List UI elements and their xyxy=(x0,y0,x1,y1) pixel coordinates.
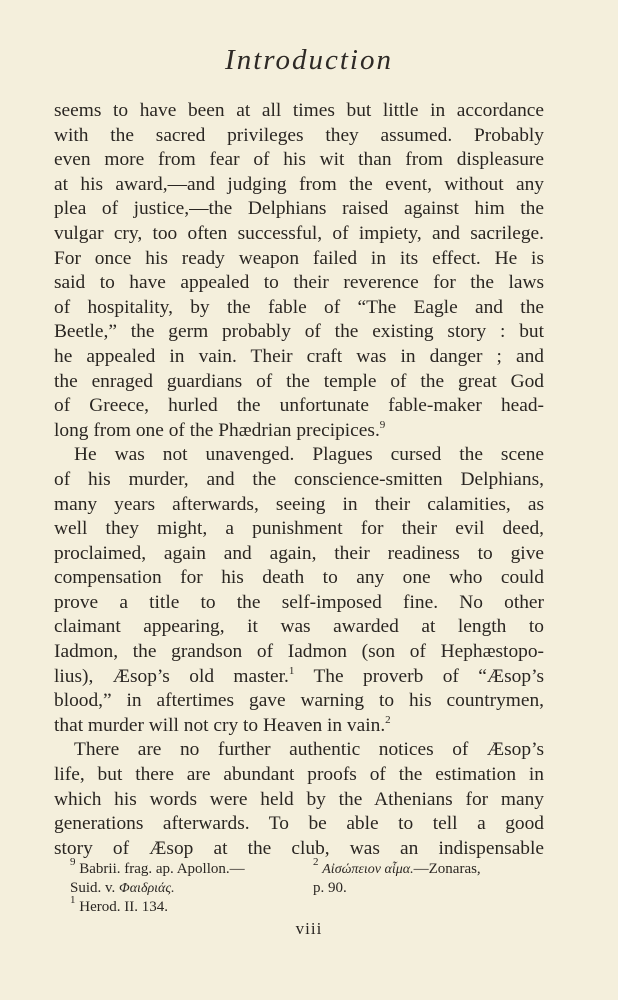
footnote-ref[interactable]: 1 xyxy=(288,664,295,677)
footnote-marker: 2 xyxy=(313,856,319,868)
footnote-ref[interactable]: 9 xyxy=(379,418,386,431)
text-line: at his award,—and judging from the event, without any xyxy=(54,173,544,195)
text-run: The proverb of “Æsop’s xyxy=(294,665,545,687)
footnote-marker: 9 xyxy=(70,856,76,868)
text-line: blood,” in aftertimes gave warning to his countrymen, xyxy=(54,690,544,712)
text-line xyxy=(54,419,544,444)
text-line: plea of justice,—the Delphians raised against him the xyxy=(54,198,544,220)
text-line xyxy=(54,714,544,739)
text-line: He was not unavenged. Plagues cursed the scene xyxy=(74,444,544,466)
text-line: said to have appealed to their reverence for the laws xyxy=(54,272,544,294)
footnote-1 xyxy=(70,894,310,917)
running-head: Introduction xyxy=(225,44,393,76)
footnote-text: Suid. v. xyxy=(70,880,120,896)
text-run: lius), Æsop’s old master. xyxy=(54,665,289,687)
text-line: of his murder, and the conscience-smitten Delphians, xyxy=(54,468,544,490)
footnote-9-cont xyxy=(70,879,310,898)
text-line: generations afterwards. To be able to tell a good xyxy=(54,813,544,835)
text-line: seems to have been at all times but little in accordance xyxy=(54,100,544,121)
text-run: long from one of the Phædrian precipices. xyxy=(54,419,380,441)
text-run: that murder will not cry to Heaven in vain. xyxy=(54,714,386,736)
text-line: vulgar cry, too often successful, of impiety, and sacrilege. xyxy=(54,222,544,244)
text-line: the enraged guardians of the temple of the great God xyxy=(54,370,544,392)
text-line: prove a title to the self-imposed fine. No other xyxy=(54,591,544,613)
footnote-text: —Zonaras, xyxy=(413,861,481,877)
footnote-greek: Φαιδριάς. xyxy=(119,881,175,896)
footnote-2 xyxy=(313,856,548,879)
text-line: claimant appearing, it was awarded at length to xyxy=(54,616,544,638)
footnote-greek: Αἰσώπειον αἷμα. xyxy=(322,862,414,877)
text-line: There are no further authentic notices of Æsop’s xyxy=(74,739,544,761)
text-line xyxy=(54,665,544,690)
footnote-text: Herod. II. 134. xyxy=(79,899,168,915)
footnote-text: Babrii. frag. ap. Apollon.— xyxy=(79,861,245,877)
page-number: viii xyxy=(295,919,323,938)
text-line: Beetle,” the germ probably of the existing story : but xyxy=(54,321,544,343)
text-line: he appealed in vain. Their craft was in danger ; and xyxy=(54,345,544,367)
text-line: with the sacred privileges they assumed. Probably xyxy=(54,124,544,146)
body-text xyxy=(54,99,544,861)
text-line: even more from fear of his wit than from displeasure xyxy=(54,149,544,171)
footnote-row xyxy=(70,879,548,898)
text-line: story of Æsop at the club, was an indispensable xyxy=(54,837,544,859)
footnote-9 xyxy=(70,856,310,879)
text-line: For once his ready weapon failed in its effect. He is xyxy=(54,247,544,269)
text-line: life, but there are abundant proofs of the estimation in xyxy=(54,764,544,786)
text-line: of Greece, hurled the unfortunate fable-maker head- xyxy=(54,395,544,417)
footnote-row xyxy=(70,894,548,917)
footnotes xyxy=(70,856,548,917)
footnote-ref[interactable]: 2 xyxy=(385,713,391,726)
text-line: compensation for his death to any one who could xyxy=(54,567,544,589)
text-line: of hospitality, by the fable of “The Eagle and the xyxy=(54,296,544,318)
text-line: well they might, a punishment for their evil deed, xyxy=(54,518,544,540)
footnote-row xyxy=(70,856,548,879)
text-line: which his words were held by the Athenians for many xyxy=(54,788,544,810)
text-line: proclaimed, again and again, their readiness to give xyxy=(54,542,544,564)
footnote-marker: 1 xyxy=(70,894,76,906)
footnote-2-cont xyxy=(313,879,548,898)
footnote-text: p. 90. xyxy=(313,880,347,896)
text-line: Iadmon, the grandson of Iadmon (son of Hephæstopo- xyxy=(54,641,544,663)
text-line: many years afterwards, seeing in their calamities, as xyxy=(54,493,544,515)
